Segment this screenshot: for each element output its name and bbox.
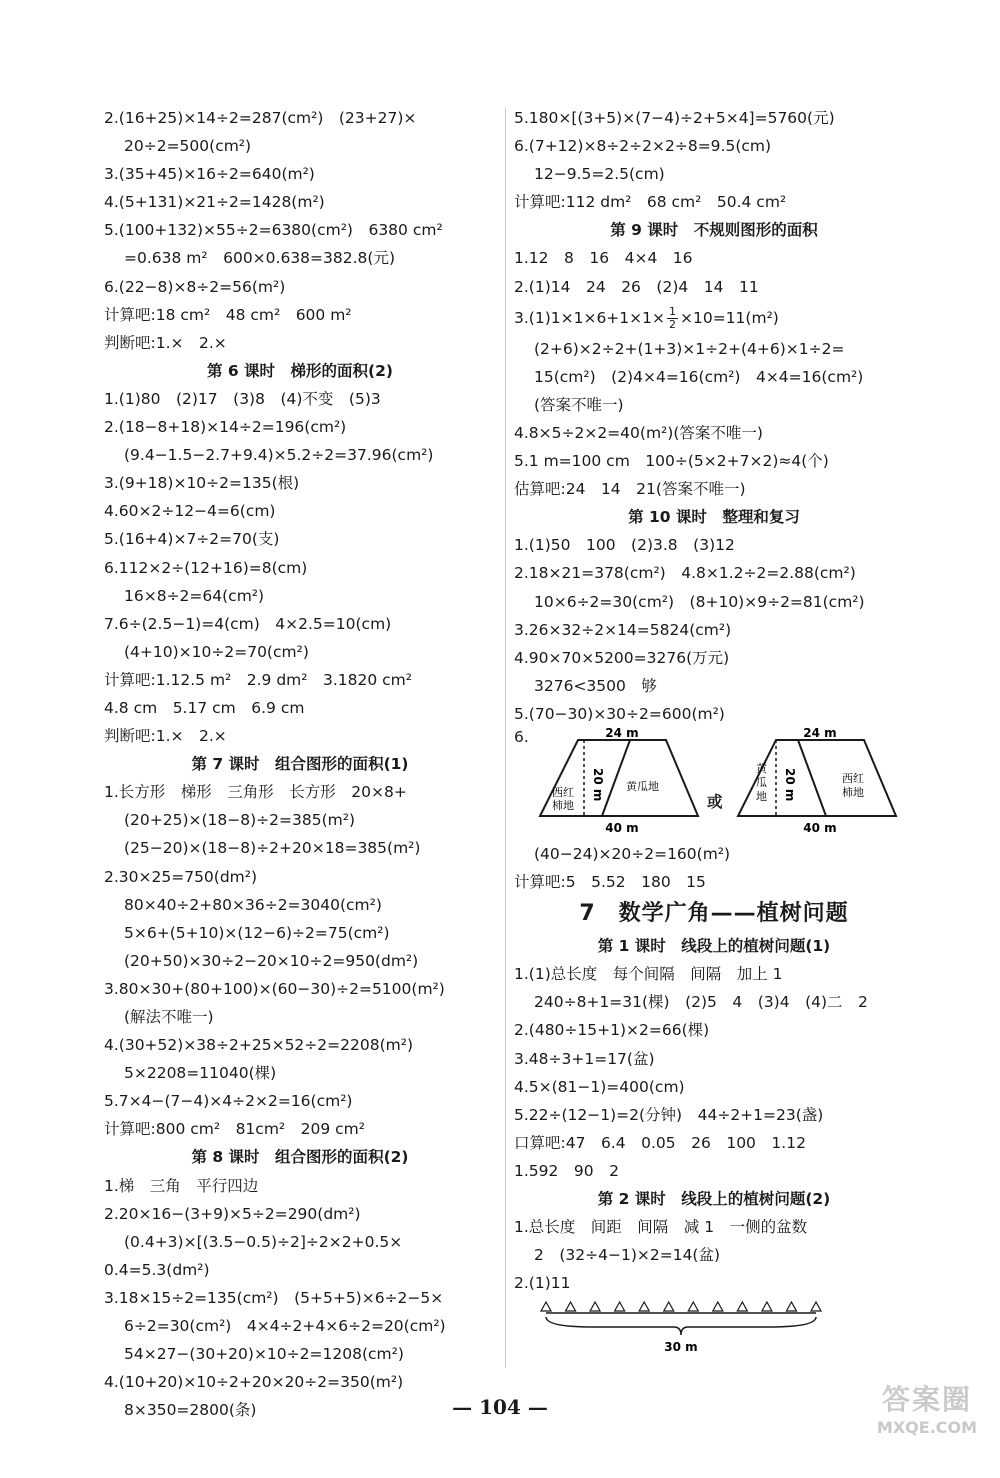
tree-mark	[590, 1302, 600, 1311]
answer-line: 5.(16+4)×7÷2=70(支)	[104, 530, 280, 549]
answer-line: 4.(5+131)×21÷2=1428(m²)	[104, 193, 325, 212]
tree-mark	[615, 1302, 625, 1311]
fraction-line-after: ×10=11(m²)	[680, 308, 779, 327]
answer-line: 3276<3500 够	[534, 676, 657, 695]
tree-planting-figure-row	[514, 1297, 914, 1357]
length-brace	[546, 1317, 816, 1335]
tree-mark	[811, 1302, 821, 1311]
bottom-length-label: 40 m	[803, 820, 837, 835]
answer-line: 口算吧:47 6.4 0.05 26 100 1.12	[514, 1133, 806, 1152]
answer-line: 5.7×4−(7−4)×4÷2×2=16(cm²)	[104, 1092, 353, 1111]
answer-line: 15(cm²) (2)4×4=16(cm²) 4×4=16(cm²)	[534, 367, 864, 386]
answer-line: 5.(70−30)×30÷2=600(m²)	[514, 704, 725, 723]
answer-line: 1.(1)50 100 (2)3.8 (3)12	[514, 536, 735, 555]
or-label: 或	[707, 792, 723, 811]
trapezoid-figure-row	[514, 728, 914, 840]
answer-line: 5.180×[(3+5)×(7−4)÷2+5×4]=5760(元)	[514, 109, 835, 127]
answer-line: (20+25)×(18−8)÷2=385(m²)	[124, 811, 356, 830]
answer-line: 4.8 cm 5.17 cm 6.9 cm	[104, 698, 305, 717]
section-heading: 第 1 课时 线段上的植树问题(1)	[597, 937, 831, 956]
answer-line: 6.(22−8)×8÷2=56(m²)	[104, 277, 286, 296]
answer-line: 3.26×32÷2×14=5824(cm²)	[514, 620, 732, 639]
answer-line: 计算吧:1.12.5 m² 2.9 dm² 3.1820 cm²	[104, 670, 412, 689]
answer-line-fraction	[514, 301, 914, 335]
region-cucumber-label: 黄瓜地	[626, 779, 659, 793]
trapezoid-figure-b	[736, 728, 898, 836]
tree-mark	[737, 1302, 747, 1311]
answer-line: 2.(16+25)×14÷2=287(cm²) (23+27)×	[104, 109, 417, 127]
answer-line: 3.(35+45)×16÷2=640(m²)	[104, 165, 315, 184]
tree-mark	[713, 1302, 723, 1311]
answer-line: 1.12 8 16 4×4 16	[514, 249, 693, 268]
region-tomato-label-2: 柿地	[552, 798, 574, 812]
answer-line: 6.(7+12)×8÷2÷2×2÷8=9.5(cm)	[514, 137, 772, 156]
section-heading: 第 10 课时 整理和复习	[628, 508, 800, 527]
watermark-url: MXQE.COM	[876, 1418, 978, 1437]
region-cucumber-label-b: 瓜	[756, 775, 767, 789]
answer-line: 计算吧:18 cm² 48 cm² 600 m²	[104, 305, 352, 324]
answer-line: 20÷2=500(cm²)	[124, 137, 252, 156]
answer-line: 2.30×25=750(dm²)	[104, 867, 258, 886]
page-number: — 104 —	[452, 1395, 548, 1419]
tree-mark	[786, 1302, 796, 1311]
answer-line: 4.60×2÷12−4=6(cm)	[104, 502, 276, 521]
tree-marks	[541, 1302, 821, 1311]
right-block-b	[514, 335, 914, 728]
region-tomato-label-2: 柿地	[842, 785, 864, 799]
right-column	[514, 104, 914, 1357]
tree-mark	[762, 1302, 772, 1311]
figure-question-label: 6.	[514, 727, 529, 746]
answer-line: 4.5×(81−1)=400(cm)	[514, 1077, 685, 1096]
answer-line: 计算吧:800 cm² 81cm² 209 cm²	[104, 1120, 365, 1139]
answer-line: 3.18×15÷2=135(cm²) (5+5+5)×6÷2−5×	[104, 1288, 444, 1307]
answer-line: 4.90×70×5200=3276(万元)	[514, 648, 730, 667]
right-block-a	[514, 104, 914, 301]
answer-line: 2.(1)11	[514, 1274, 571, 1293]
right-block-c	[514, 840, 914, 1297]
fraction-numerator: 1	[669, 304, 676, 318]
answer-line: 2.18×21=378(cm²) 4.8×1.2÷2=2.88(cm²)	[514, 564, 856, 583]
left-column	[104, 104, 496, 1424]
answer-line: 1.长方形 梯形 三角形 长方形 20×8+	[104, 783, 407, 802]
answer-line: 10×6÷2=30(cm²) (8+10)×9÷2=81(cm²)	[534, 592, 865, 611]
answer-line: 16×8÷2=64(cm²)	[124, 586, 265, 605]
bottom-length-label: 40 m	[605, 820, 639, 835]
region-cucumber-label-c: 地	[756, 789, 767, 803]
tree-mark	[664, 1302, 674, 1311]
section-heading: 第 7 课时 组合图形的面积(1)	[191, 755, 409, 774]
answer-line: 3.(9+18)×10÷2=135(根)	[104, 474, 300, 493]
top-length-label: 24 m	[605, 727, 639, 740]
answer-line: 6÷2=30(cm²) 4×4÷2+4×6÷2=20(cm²)	[124, 1317, 446, 1336]
answer-line: 判断吧:1.× 2.×	[104, 333, 227, 352]
answer-line: 1.总长度 间距 间隔 减 1 一侧的盆数	[514, 1218, 808, 1237]
answer-line: 3.48÷3+1=17(盆)	[514, 1049, 655, 1068]
divider-line	[602, 740, 630, 816]
answer-line: 12−9.5=2.5(cm)	[534, 165, 665, 184]
tree-mark	[688, 1302, 698, 1311]
answer-line: 判断吧:1.× 2.×	[104, 727, 227, 746]
trapezoid-figure-a	[538, 728, 700, 836]
watermark-logo	[868, 1378, 986, 1468]
answer-line: (2+6)×2÷2+(1+3)×1÷2+(4+6)×1÷2=	[534, 339, 845, 358]
answer-line: 240÷8+1=31(棵) (2)5 4 (3)4 (4)二 2	[534, 993, 868, 1012]
section-heading: 第 2 课时 线段上的植树问题(2)	[597, 1190, 831, 1208]
answer-line: 8×350=2800(条)	[124, 1401, 257, 1420]
region-cucumber-label-a: 黄	[756, 761, 767, 775]
tree-mark	[566, 1302, 576, 1311]
section-heading: 第 6 课时 梯形的面积(2)	[206, 361, 394, 380]
tree-planting-figure	[534, 1297, 834, 1357]
answer-line: 2.(1)14 24 26 (2)4 14 11	[514, 277, 759, 296]
section-heading: 第 8 课时 组合图形的面积(2)	[191, 1148, 409, 1167]
answer-line: 1.(1)总长度 每个间隔 间隔 加上 1	[514, 965, 783, 984]
answer-line: 计算吧:5 5.52 180 15	[514, 873, 706, 892]
region-tomato-label: 西红	[842, 771, 864, 785]
answer-line: (25−20)×(18−8)÷2+20×18=385(m²)	[124, 839, 421, 858]
answer-line: 计算吧:112 dm² 68 cm² 50.4 cm²	[514, 193, 787, 212]
answer-line: (40−24)×20÷2=160(m²)	[534, 844, 731, 863]
answer-line: 2.(480÷15+1)×2=66(棵)	[514, 1021, 710, 1040]
answer-line: 7.6÷(2.5−1)=4(cm) 4×2.5=10(cm)	[104, 614, 392, 633]
answer-line: 估算吧:24 14 21(答案不唯一)	[514, 480, 746, 499]
answer-line: 6.112×2÷(12+16)=8(cm)	[104, 558, 308, 577]
answer-line: 2.20×16−(3+9)×5÷2=290(dm²)	[104, 1204, 361, 1223]
answer-line: 2 (32÷4−1)×2=14(盆)	[534, 1246, 721, 1265]
fraction-line-before: 3.(1)1×1×6+1×1×	[514, 308, 665, 327]
region-tomato-label: 西红	[552, 785, 574, 799]
answer-line: 5.(100+132)×55÷2=6380(cm²) 6380 cm²	[104, 221, 443, 240]
divider-line	[798, 740, 826, 816]
fraction	[667, 306, 678, 331]
answer-line: 1.梯 三角 平行四边	[104, 1176, 259, 1195]
answer-line: 5.1 m=100 cm 100÷(5×2+7×2)≈4(个)	[514, 452, 829, 471]
chapter-title: 7 数学广角——植树问题	[579, 901, 849, 927]
answer-line: 1.592 90 2	[514, 1161, 619, 1180]
fraction-denominator: 2	[669, 317, 676, 331]
tree-mark	[639, 1302, 649, 1311]
answer-line: 54×27−(30+20)×10÷2=1208(cm²)	[124, 1345, 404, 1364]
answer-line: 80×40÷2+80×36÷2=3040(cm²)	[124, 895, 382, 914]
top-length-label: 24 m	[803, 727, 837, 740]
answer-line: (9.4−1.5−2.7+9.4)×5.2÷2=37.96(cm²)	[124, 446, 434, 465]
answer-line: 3.80×30+(80+100)×(60−30)÷2=5100(m²)	[104, 979, 445, 998]
answer-line: 4.(30+52)×38÷2+25×52÷2=2208(m²)	[104, 1036, 413, 1055]
answer-line: (解法不唯一)	[124, 1008, 214, 1026]
answer-line: 0.4=5.3(dm²)	[104, 1260, 210, 1279]
answer-line: 4.8×5÷2×2=40(m²)(答案不唯一)	[514, 423, 763, 442]
answer-line: 5×6+(5+10)×(12−6)÷2=75(cm²)	[124, 923, 390, 942]
answer-line: 4.(10+20)×10÷2+20×20÷2=350(m²)	[104, 1373, 404, 1392]
answer-line: (4+10)×10÷2=70(cm²)	[124, 642, 309, 661]
section-heading: 第 9 课时 不规则图形的面积	[610, 221, 818, 240]
answer-line: (答案不唯一)	[534, 395, 624, 414]
column-divider	[505, 108, 506, 1368]
answer-line: 1.(1)80 (2)17 (3)8 (4)不变 (5)3	[104, 389, 381, 408]
answer-line: 2.(18−8+18)×14÷2=196(cm²)	[104, 418, 347, 437]
tree-mark	[541, 1302, 551, 1311]
answer-line: 5.22÷(12−1)=2(分钟) 44÷2+1=23(盏)	[514, 1105, 824, 1124]
watermark-title: 答案圈	[881, 1383, 972, 1416]
answer-line: 5×2208=11040(棵)	[124, 1064, 277, 1083]
answer-line: (0.4+3)×[(3.5−0.5)÷2]÷2×2+0.5×	[124, 1232, 403, 1251]
answer-line: (20+50)×30÷2−20×10÷2=950(dm²)	[124, 951, 419, 970]
answer-line: =0.638 m² 600×0.638=382.8(元)	[124, 249, 396, 268]
height-length-label: 20 m	[591, 767, 605, 802]
length-label: 30 m	[664, 1340, 698, 1355]
height-length-label: 20 m	[783, 767, 797, 802]
